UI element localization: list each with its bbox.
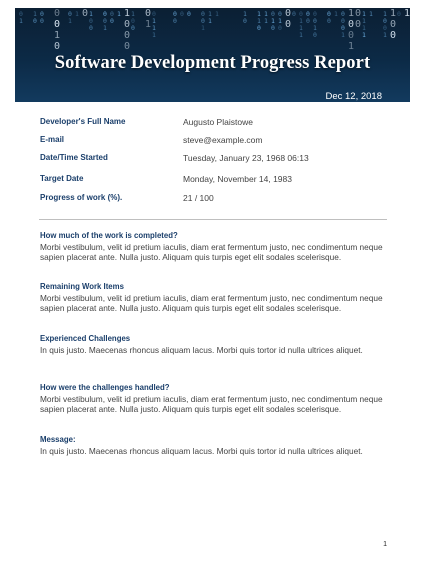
svg-text:1: 1 <box>117 10 121 18</box>
info-value: Monday, November 14, 1983 <box>183 174 292 184</box>
info-label: Progress of work (%). <box>40 193 123 202</box>
svg-text:1: 1 <box>152 31 156 39</box>
info-label: Date/Time Started <box>40 153 108 162</box>
svg-text:1: 1 <box>54 30 61 41</box>
svg-text:0: 0 <box>124 41 131 52</box>
svg-text:0: 0 <box>201 10 205 18</box>
section-answer: Morbi vestibulum, velit id pretium iaculis, diam erat fermentum justo, nec condimentum neque sapien placerat ante. Nulla justo. Aliquam quis turpis eget elit sodales scelerisque. <box>40 242 383 262</box>
svg-text:0: 0 <box>82 8 89 19</box>
svg-text:0: 0 <box>131 17 135 25</box>
svg-text:0: 0 <box>145 8 152 19</box>
svg-text:1: 1 <box>348 41 355 52</box>
svg-text:1: 1 <box>208 10 212 18</box>
svg-text:0: 0 <box>397 10 401 18</box>
svg-text:0: 0 <box>180 10 184 18</box>
svg-text:0: 0 <box>341 10 345 18</box>
svg-text:1: 1 <box>152 24 156 32</box>
section-completed <box>40 231 385 262</box>
svg-text:0: 0 <box>173 10 177 18</box>
svg-text:0: 0 <box>131 24 135 32</box>
svg-text:1: 1 <box>348 8 355 19</box>
svg-text:0: 0 <box>306 10 310 18</box>
info-value: steve@example.com <box>183 135 263 145</box>
section-answer: In quis justo. Maecenas rhoncus aliquam lacus. Morbi quis tortor id nulla ultrices aliquet. <box>40 446 363 456</box>
svg-text:0: 0 <box>152 10 156 18</box>
svg-text:0: 0 <box>110 10 114 18</box>
svg-text:1: 1 <box>369 10 373 18</box>
info-value: 21 / 100 <box>183 193 214 203</box>
section-question: Message: <box>40 435 76 444</box>
report-date: Dec 12, 2018 <box>325 91 382 102</box>
svg-text:0: 0 <box>40 17 44 25</box>
page-number: 1 <box>383 541 387 548</box>
svg-text:1: 1 <box>257 17 261 25</box>
svg-text:0: 0 <box>201 17 205 25</box>
svg-text:0: 0 <box>383 24 387 32</box>
svg-text:0: 0 <box>348 30 355 41</box>
svg-text:1: 1 <box>68 17 72 25</box>
svg-text:0: 0 <box>313 31 317 39</box>
svg-text:1: 1 <box>299 24 303 32</box>
svg-text:1: 1 <box>124 8 131 19</box>
section-answer: Morbi vestibulum, velit id pretium iaculis, diam erat fermentum justo, nec condimentum neque sapien placerat ante. Nulla justo. Aliquam quis turpis eget elit sodales scelerisque. <box>40 293 383 313</box>
info-label: E-mail <box>40 135 65 144</box>
svg-text:1: 1 <box>278 17 282 25</box>
svg-text:1: 1 <box>75 10 79 18</box>
svg-text:0: 0 <box>54 8 61 19</box>
svg-text:1: 1 <box>33 10 37 18</box>
section-answer: Morbi vestibulum, velit id pretium iaculis, diam erat fermentum justo, nec condimentum neque sapien placerat ante. Nulla justo. Aliquam quis turpis eget elit sodales scelerisque. <box>40 394 383 414</box>
svg-text:1: 1 <box>362 31 366 39</box>
svg-text:0: 0 <box>355 19 362 30</box>
svg-text:0: 0 <box>383 17 387 25</box>
svg-text:0: 0 <box>327 17 331 25</box>
svg-text:0: 0 <box>278 10 282 18</box>
svg-text:0: 0 <box>103 17 107 25</box>
svg-text:0: 0 <box>341 17 345 25</box>
svg-text:0: 0 <box>278 24 282 32</box>
section-handled <box>40 383 385 414</box>
info-value: Tuesday, January 23, 1968 06:13 <box>183 153 309 163</box>
info-label: Target Date <box>40 174 84 183</box>
svg-text:0: 0 <box>327 10 331 18</box>
svg-text:1: 1 <box>341 31 345 39</box>
svg-text:0: 0 <box>271 10 275 18</box>
svg-text:1: 1 <box>334 10 338 18</box>
svg-text:0: 0 <box>271 24 275 32</box>
svg-text:0: 0 <box>348 19 355 30</box>
svg-text:1: 1 <box>243 10 247 18</box>
svg-text:1: 1 <box>362 10 366 18</box>
svg-text:1: 1 <box>131 10 135 18</box>
section-question: Experienced Challenges <box>40 334 131 343</box>
svg-text:0: 0 <box>33 17 37 25</box>
svg-text:0: 0 <box>313 10 317 18</box>
svg-text:1: 1 <box>362 24 366 32</box>
section-remaining <box>40 282 385 313</box>
svg-text:1: 1 <box>264 10 268 18</box>
svg-text:0: 0 <box>19 10 23 18</box>
svg-text:0: 0 <box>285 8 292 19</box>
report-title: Software Development Progress Report <box>54 53 371 73</box>
section-question: How much of the work is completed? <box>40 231 178 240</box>
info-value: Augusto Plaistowe <box>183 117 253 127</box>
section-challenges <box>40 334 385 355</box>
svg-text:0: 0 <box>40 10 44 18</box>
svg-text:0: 0 <box>187 10 191 18</box>
section-question: How were the challenges handled? <box>40 383 170 392</box>
section-answer: In quis justo. Maecenas rhoncus aliquam lacus. Morbi quis tortor id nulla ultrices aliquet. <box>40 345 363 355</box>
svg-text:1: 1 <box>19 17 23 25</box>
svg-text:0: 0 <box>292 10 296 18</box>
svg-text:0: 0 <box>299 10 303 18</box>
svg-text:0: 0 <box>89 24 93 32</box>
svg-text:0: 0 <box>313 17 317 25</box>
section-message <box>40 435 385 456</box>
svg-text:1: 1 <box>299 17 303 25</box>
svg-text:0: 0 <box>285 19 292 30</box>
info-label: Developer's Full Name <box>40 117 126 126</box>
svg-text:0: 0 <box>89 17 93 25</box>
svg-text:1: 1 <box>383 10 387 18</box>
svg-text:0: 0 <box>54 41 61 52</box>
svg-text:1: 1 <box>264 17 268 25</box>
svg-text:0: 0 <box>173 17 177 25</box>
svg-text:1: 1 <box>271 17 275 25</box>
svg-text:1: 1 <box>257 10 261 18</box>
report-header-banner <box>15 8 410 102</box>
svg-text:0: 0 <box>68 10 72 18</box>
svg-text:1: 1 <box>201 24 205 32</box>
section-divider <box>39 219 387 220</box>
svg-text:0: 0 <box>103 10 107 18</box>
svg-text:0: 0 <box>355 8 362 19</box>
svg-text:0: 0 <box>341 24 345 32</box>
svg-text:1: 1 <box>404 8 410 19</box>
svg-text:0: 0 <box>390 30 397 41</box>
svg-text:1: 1 <box>362 17 366 25</box>
svg-text:0: 0 <box>390 19 397 30</box>
svg-text:1: 1 <box>299 31 303 39</box>
svg-text:1: 1 <box>383 31 387 39</box>
svg-text:1: 1 <box>145 19 152 30</box>
svg-text:1: 1 <box>313 24 317 32</box>
svg-text:0: 0 <box>306 17 310 25</box>
section-question: Remaining Work Items <box>40 282 124 291</box>
svg-text:0: 0 <box>257 24 261 32</box>
svg-text:0: 0 <box>124 19 131 30</box>
svg-text:0: 0 <box>243 17 247 25</box>
svg-text:0: 0 <box>110 17 114 25</box>
svg-text:0: 0 <box>124 30 131 41</box>
svg-text:1: 1 <box>208 17 212 25</box>
svg-text:1: 1 <box>215 10 219 18</box>
svg-text:1: 1 <box>103 24 107 32</box>
svg-text:1: 1 <box>89 10 93 18</box>
svg-text:1: 1 <box>390 8 397 19</box>
svg-text:1: 1 <box>152 17 156 25</box>
svg-text:0: 0 <box>54 19 61 30</box>
